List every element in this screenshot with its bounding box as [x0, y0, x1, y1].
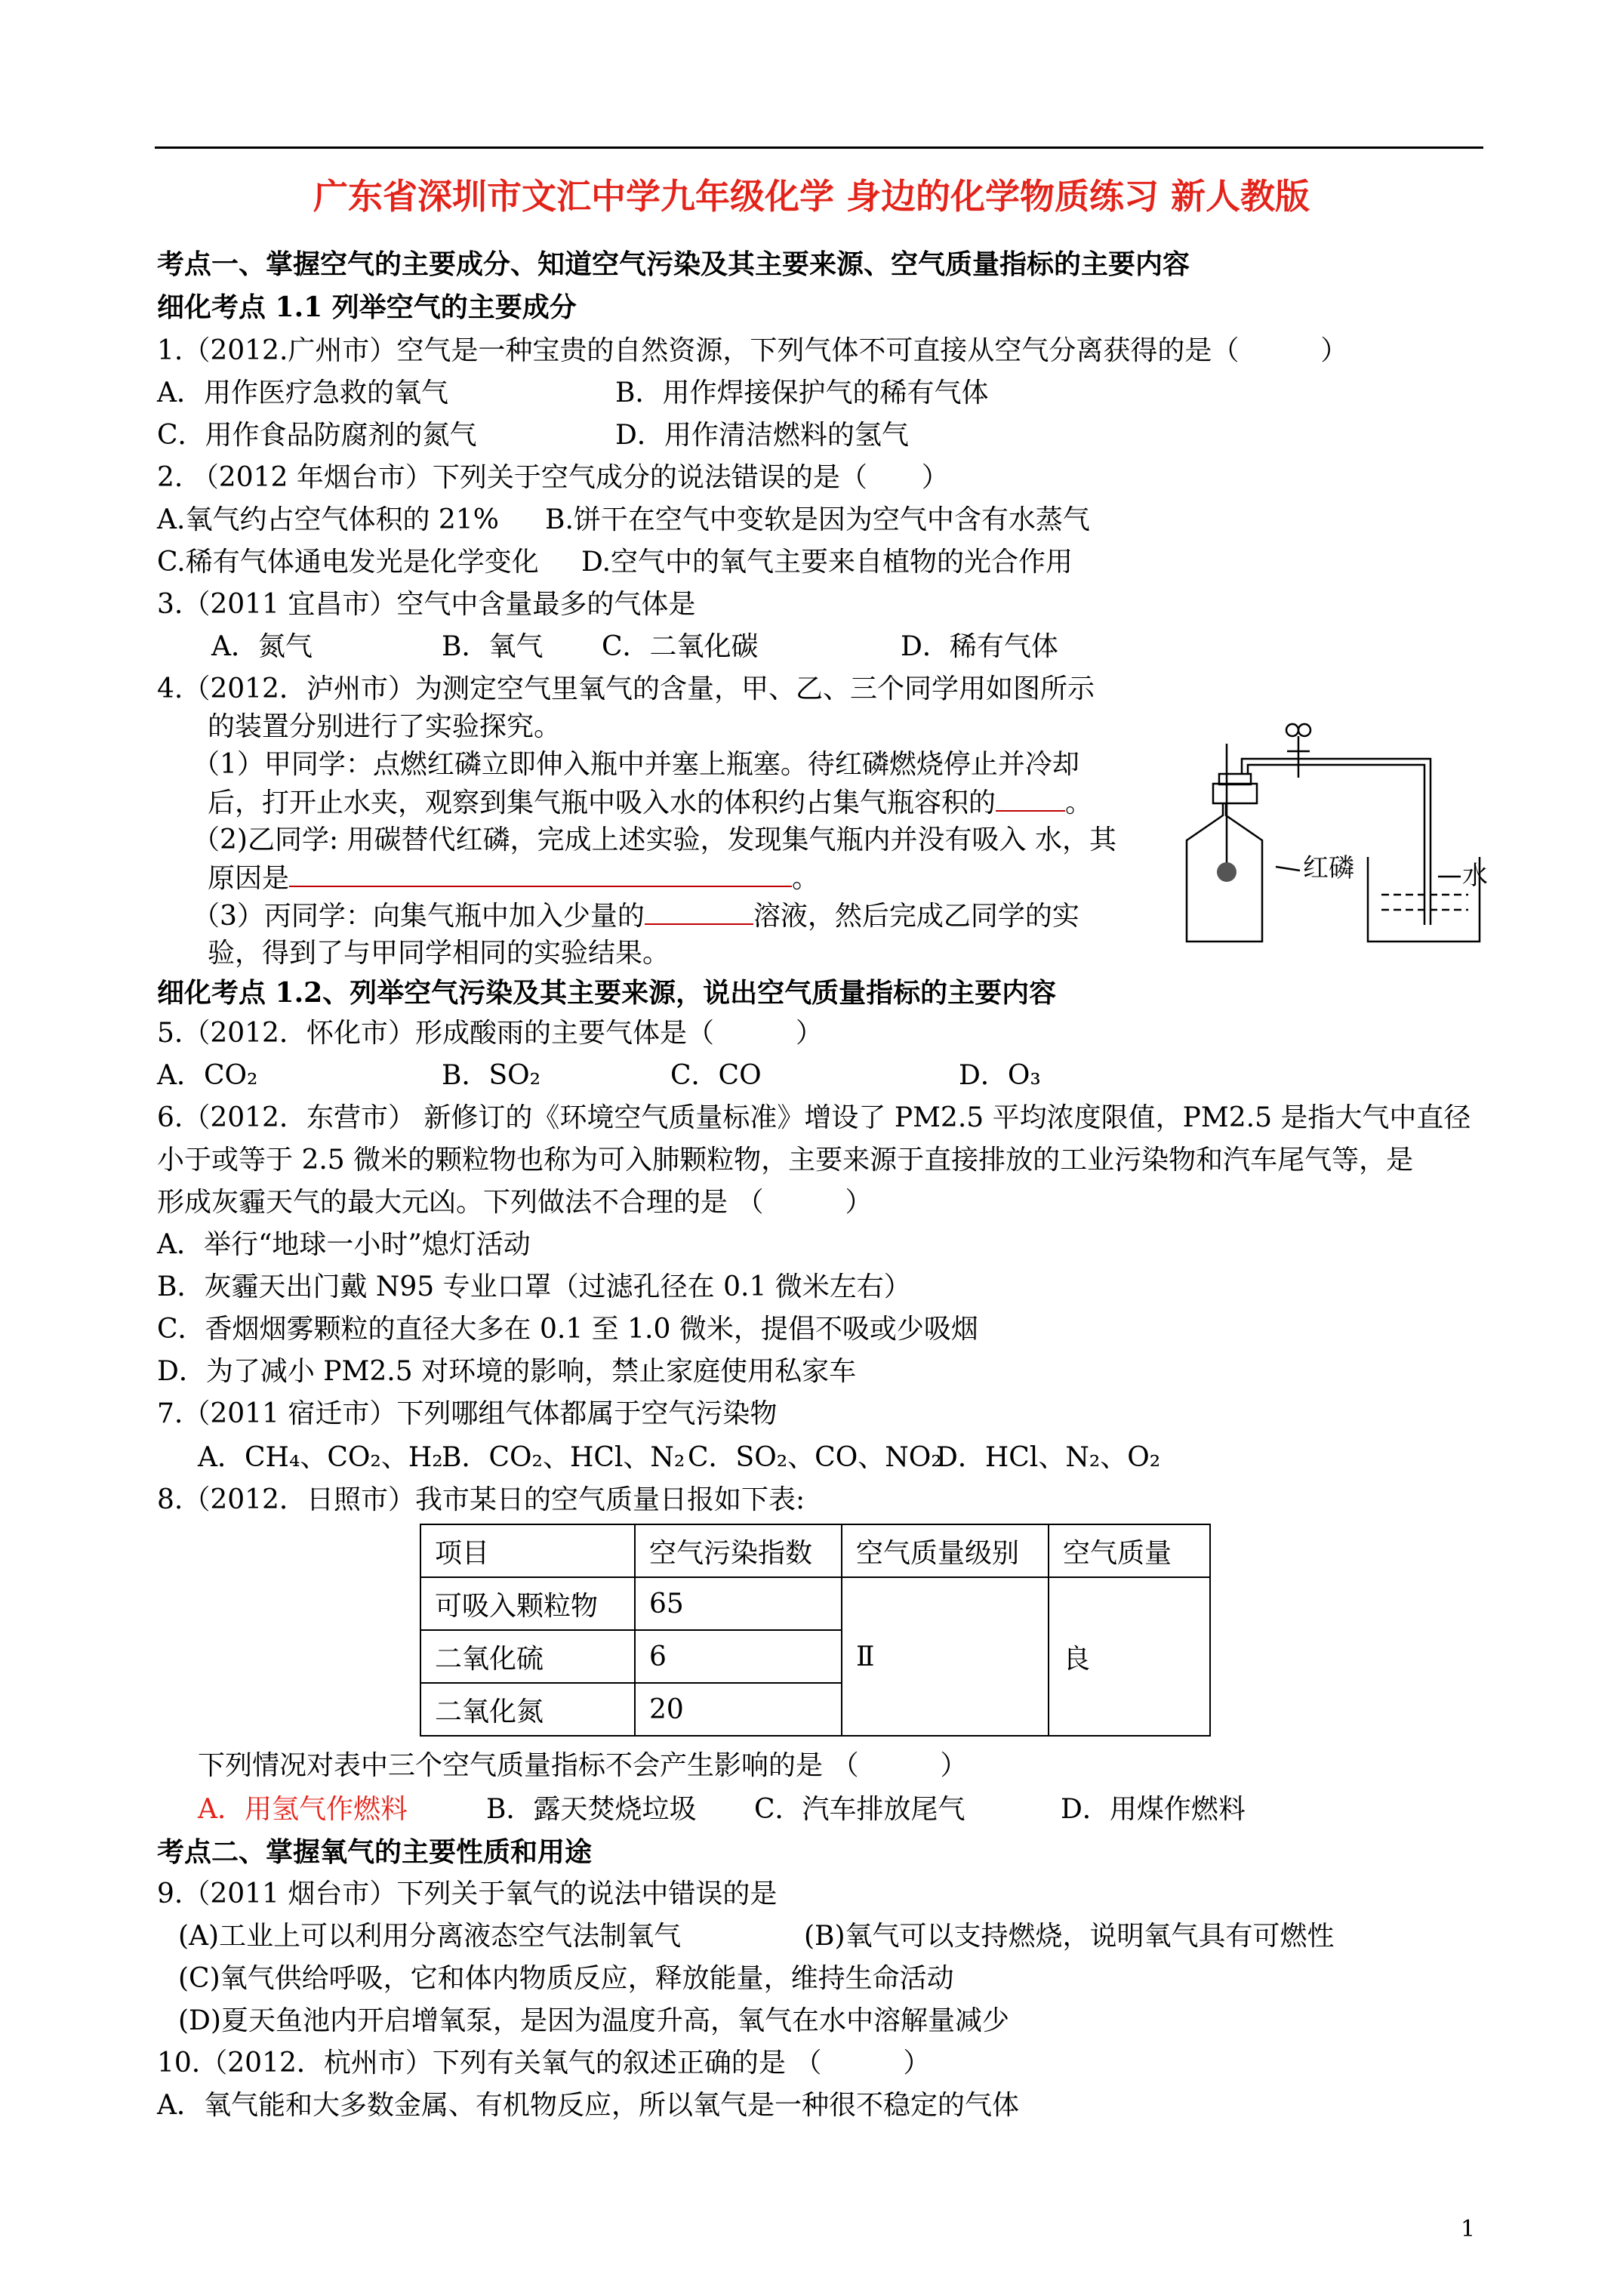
question-4-line-6 — [208, 860, 819, 897]
q8-option-b: B．露天焚烧垃圾 — [486, 1794, 697, 1825]
question-6-line-3: 形成灰霾天气的最大元凶。下列做法不合理的是 （ ） — [157, 1187, 873, 1218]
q9-option-d: (D)夏天鱼池内开启增氧泵，是因为温度升高，氧气在水中溶解量减少 — [178, 2005, 1009, 2036]
q3-option-d: D．稀有气体 — [901, 631, 1058, 662]
red-phosphorus-mark — [1217, 862, 1236, 882]
subsection-heading-1-2: 细化考点 1.2、列举空气污染及其主要来源，说出空气质量指标的主要内容 — [157, 977, 1057, 1009]
question-4-line-7 — [192, 898, 1079, 935]
table-cell-quality: 良 — [1049, 1577, 1210, 1736]
q4-text: 原因是 — [208, 863, 290, 894]
section-heading-1: 考点一、掌握空气的主要成分、知道空气污染及其主要来源、空气质量指标的主要内容 — [157, 248, 1190, 280]
header-rule — [155, 146, 1483, 149]
q7-option-c: C．SO₂、CO、NO₂ — [688, 1442, 942, 1473]
page-number: 1 — [1461, 2216, 1476, 2242]
q3-option-b: B．氧气 — [442, 631, 544, 662]
table-cell: 可吸入颗粒物 — [420, 1577, 635, 1630]
q9-option-a: (A)工业上可以利用分离液态空气法制氧气 — [178, 1921, 682, 1952]
table-header-row — [420, 1524, 1210, 1577]
q5-option-b: B．SO₂ — [442, 1060, 541, 1091]
answer-blank[interactable] — [645, 898, 753, 925]
air-quality-table — [420, 1524, 1211, 1737]
q4-end: 。 — [792, 863, 820, 894]
q5-option-a: A．CO₂ — [157, 1060, 258, 1091]
question-8-prompt: 下列情况对表中三个空气质量指标不会产生影响的是 （ ） — [198, 1750, 968, 1781]
q1-option-d: D．用作清洁燃料的氢气 — [615, 420, 909, 451]
question-1: 1.（2012.广州市）空气是一种宝贵的自然资源，下列气体不可直接从空气分离获得的是（ ） — [157, 335, 1348, 366]
q4-end: 。 — [1065, 787, 1093, 818]
q7-option-b: B．CO₂、HCl、N₂ — [442, 1442, 685, 1473]
question-10: 10.（2012．杭州市）下列有关氧气的叙述正确的是 （ ） — [157, 2048, 931, 2079]
q2-option-c: C.稀有气体通电发光是化学变化 — [157, 547, 539, 578]
q9-option-b: (B)氧气可以支持燃烧，说明氧气具有可燃性 — [804, 1921, 1335, 1952]
table-row — [420, 1577, 1210, 1630]
q5-option-c: C．CO — [670, 1060, 762, 1091]
q1-option-b: B．用作焊接保护气的稀有气体 — [615, 378, 989, 408]
table-cell: 6 — [635, 1630, 842, 1683]
q5-option-d: D．O₃ — [959, 1060, 1041, 1091]
fig-label-red-phosphorus: 红磷 — [1303, 853, 1354, 883]
question-4-line-4 — [208, 784, 1092, 821]
fig-label-water: 水 — [1462, 861, 1488, 891]
q7-option-d: D．HCl、N₂、O₂ — [936, 1442, 1161, 1473]
clamp-ring — [1298, 724, 1310, 736]
table-header-cell: 空气污染指数 — [635, 1524, 842, 1577]
answer-blank[interactable] — [996, 784, 1065, 812]
table-header-cell: 项目 — [420, 1524, 635, 1577]
table-cell: 65 — [635, 1577, 842, 1630]
q8-option-c: C．汽车排放尾气 — [754, 1794, 965, 1825]
question-5: 5.（2012．怀化市）形成酸雨的主要气体是（ ） — [157, 1018, 823, 1049]
q1-option-a: A．用作医疗急救的氧气 — [157, 378, 448, 408]
apparatus-figure — [1163, 706, 1495, 948]
question-3: 3.（2011 宜昌市）空气中含量最多的气体是 — [157, 589, 696, 620]
q6-option-b: B．灰霾天出门戴 N95 专业口罩（过滤孔径在 0.1 微米左右） — [157, 1271, 911, 1302]
subsection-heading-1-1: 细化考点 1.1 列举空气的主要成分 — [157, 291, 577, 323]
q10-option-a: A．氧气能和大多数金属、有机物反应，所以氧气是一种很不稳定的气体 — [157, 2090, 1019, 2121]
question-9: 9.（2011 烟台市）下列关于氧气的说法中错误的是 — [157, 1878, 778, 1909]
q3-option-c: C．二氧化碳 — [602, 631, 759, 662]
question-7: 7.（2011 宿迁市）下列哪组气体都属于空气污染物 — [157, 1398, 778, 1429]
q6-option-d: D．为了减小 PM2.5 对环境的影响，禁止家庭使用私家车 — [157, 1356, 857, 1387]
table-cell-level: Ⅱ — [842, 1577, 1049, 1736]
question-6-line-1: 6.（2012．东营市） 新修订的《环境空气质量标准》增设了 PM2.5 平均浓度限值，PM2.5 是指大气中直径 — [157, 1102, 1471, 1133]
question-4-line-1: 4.（2012．泸州市）为测定空气里氧气的含量，甲、乙、三个同学用如图所示 — [157, 673, 1095, 704]
q7-option-a: A．CH₄、CO₂、H₂ — [198, 1442, 443, 1473]
q4-text: （3）丙同学：向集气瓶中加入少量的 — [192, 901, 645, 932]
question-4-line-3: （1）甲同学：点燃红磷立即伸入瓶中并塞上瓶塞。待红磷燃烧停止并冷却 — [192, 749, 1079, 780]
section-heading-2: 考点二、掌握氧气的主要性质和用途 — [157, 1836, 593, 1868]
clamp-ring — [1286, 724, 1298, 736]
question-4-line-2: 的装置分别进行了实验探究。 — [208, 711, 562, 742]
question-6-line-2: 小于或等于 2.5 微米的颗粒物也称为可入肺颗粒物，主要来源于直接排放的工业污染物和汽车尾气等，是 — [157, 1145, 1414, 1176]
q3-option-a: A．氮气 — [211, 631, 313, 662]
answer-blank[interactable] — [289, 860, 792, 887]
glass-tube-inner — [1248, 765, 1424, 925]
q1-option-c: C．用作食品防腐剂的氮气 — [157, 420, 477, 451]
q8-option-a: A．用氢气作燃料 — [198, 1794, 408, 1825]
q2-option-a: A.氧气约占空气体积的 21% — [157, 504, 499, 535]
question-4-line-8: 验，得到了与甲同学相同的实验结果。 — [208, 938, 670, 969]
q2-option-b: B.饼干在空气中变软是因为空气中含有水蒸气 — [545, 504, 1090, 535]
table-header-cell: 空气质量级别 — [842, 1524, 1049, 1577]
table-header-cell: 空气质量 — [1049, 1524, 1210, 1577]
label-leader — [1276, 867, 1300, 871]
glass-tube — [1242, 759, 1431, 925]
question-4-line-5: （2)乙同学: 用碳替代红磷，完成上述实验，发现集气瓶内并没有吸入 水，其 — [192, 824, 1116, 855]
q8-option-d: D．用煤作燃料 — [1061, 1794, 1246, 1825]
q9-option-c: (C)氧气供给呼吸，它和体内物质反应，释放能量，维持生命活动 — [178, 1963, 954, 1994]
question-2: 2. （2012 年烟台市）下列关于空气成分的说法错误的是（ ） — [157, 462, 949, 493]
q2-option-d: D.空气中的氧气主要来自植物的光合作用 — [581, 547, 1073, 578]
q6-option-c: C．香烟烟雾颗粒的直径大多在 0.1 至 1.0 微米，提倡不吸或少吸烟 — [157, 1314, 978, 1345]
question-8: 8.（2012．日照市）我市某日的空气质量日报如下表: — [157, 1484, 805, 1515]
table-cell: 二氧化氮 — [420, 1683, 635, 1736]
table-cell: 二氧化硫 — [420, 1630, 635, 1683]
stopper — [1213, 784, 1257, 803]
page-title: 广东省深圳市文汇中学九年级化学 身边的化学物质练习 新人教版 — [313, 176, 1310, 217]
q4-text: 后，打开止水夹，观察到集气瓶中吸入水的体积约占集气瓶容积的 — [208, 787, 996, 818]
q6-option-a: A．举行“地球一小时”熄灯活动 — [157, 1229, 531, 1260]
table-cell: 20 — [635, 1683, 842, 1736]
q4-end: 溶液，然后完成乙同学的实 — [753, 901, 1079, 932]
